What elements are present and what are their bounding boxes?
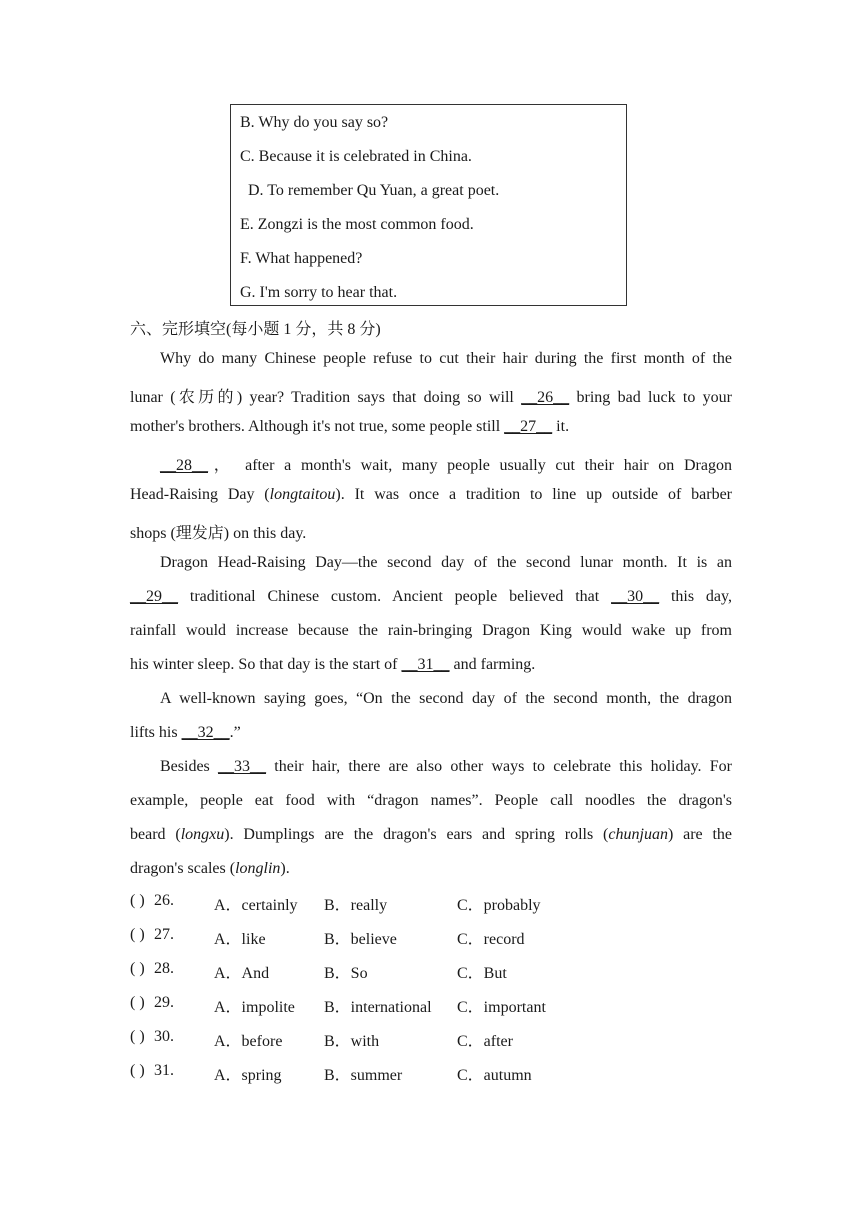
question-number: 27. (154, 926, 174, 943)
choice-a: A．impolite (214, 999, 295, 1016)
blank-28: __28__ (160, 457, 208, 474)
blank-27: __27__ (504, 418, 553, 435)
passage-p4-line2: lifts his __32__.” (130, 724, 241, 741)
choice-a: A．And (214, 965, 270, 982)
choice-a: A．like (214, 931, 266, 948)
choice-b: B．with (324, 1033, 380, 1050)
passage-p1-line3: mother's brothers. Although it's not true, some people still __27__ it. (130, 418, 570, 435)
question-number: 30. (154, 1028, 174, 1045)
choice-b: B．international (324, 999, 432, 1016)
option-d: D. To remember Qu Yuan, a great poet. (248, 182, 500, 199)
passage-p5-line3: beard (longxu). Dumplings are the dragon's ears and spring rolls (chunjuan) are the (130, 826, 732, 843)
choice-b: B．believe (324, 931, 397, 948)
section-heading: 六、完形填空(每小题 1 分，共 8 分) (130, 321, 381, 338)
question-number: 31. (154, 1062, 174, 1079)
passage-p5-line2: example, people eat food with “dragon names”. People call noodles the dragon's (130, 792, 732, 809)
answer-paren[interactable]: ( ) (130, 926, 145, 943)
question-number: 29. (154, 994, 174, 1011)
answer-paren[interactable]: ( ) (130, 994, 145, 1011)
choice-c: C．probably (457, 897, 541, 914)
option-g: G. I'm sorry to hear that. (240, 284, 398, 301)
passage-p5-line4: dragon's scales (longlin). (130, 860, 290, 877)
choice-b: B．really (324, 897, 388, 914)
blank-32: __32__ (181, 724, 230, 741)
choice-c: C．after (457, 1033, 513, 1050)
choice-c: C．But (457, 965, 507, 982)
option-f: F. What happened? (240, 250, 363, 267)
passage-p3-line4: his winter sleep. So that day is the start of __31__ and farming. (130, 656, 536, 673)
passage-p3-line2: __29__ traditional Chinese custom. Ancient people believed that __30__ this day, (130, 588, 732, 605)
blank-33: __33__ (218, 758, 267, 775)
blank-31: __31__ (401, 656, 450, 673)
choice-b: B．So (324, 965, 368, 982)
choice-b: B．summer (324, 1067, 403, 1084)
choice-c: C．autumn (457, 1067, 532, 1084)
answer-paren[interactable]: ( ) (130, 1062, 145, 1079)
answer-paren[interactable]: ( ) (130, 892, 145, 909)
passage-p2-line1: __28__， after a month's wait, many people usually cut their hair on Dragon (160, 457, 732, 474)
choice-a: A．before (214, 1033, 283, 1050)
passage-p2-line2: Head-Raising Day (longtaitou). It was once a tradition to line up outside of barber (130, 486, 732, 503)
passage-p4-line1: A well-known saying goes, “On the second day of the second month, the dragon (160, 690, 732, 707)
choice-a: A．spring (214, 1067, 282, 1084)
blank-30: __30__ (611, 588, 660, 605)
choice-c: C．important (457, 999, 546, 1016)
choice-a: A．certainly (214, 897, 298, 914)
passage-p3-line3: rainfall would increase because the rain-bringing Dragon King would wake up from (130, 622, 732, 639)
passage-p1-line2: lunar (农历的) year? Tradition says that doing so will __26__ bring bad luck to your (130, 389, 732, 406)
passage-p1-line1: Why do many Chinese people refuse to cut their hair during the first month of the (160, 350, 732, 367)
passage-p3-line1: Dragon Head-Raising Day—the second day of the second lunar month. It is an (160, 554, 732, 571)
option-b: B. Why do you say so? (240, 114, 389, 131)
passage-p2-line3: shops (理发店) on this day. (130, 525, 307, 542)
blank-29: __29__ (130, 588, 178, 605)
passage-p5-line1: Besides __33__ their hair, there are also other ways to celebrate this holiday. For (160, 758, 733, 775)
option-e: E. Zongzi is the most common food. (240, 216, 474, 233)
answer-paren[interactable]: ( ) (130, 1028, 145, 1045)
question-number: 26. (154, 892, 174, 909)
options-box (230, 104, 627, 306)
blank-26: __26__ (521, 389, 570, 406)
answer-paren[interactable]: ( ) (130, 960, 145, 977)
choice-c: C．record (457, 931, 525, 948)
question-number: 28. (154, 960, 174, 977)
option-c: C. Because it is celebrated in China. (240, 148, 472, 165)
